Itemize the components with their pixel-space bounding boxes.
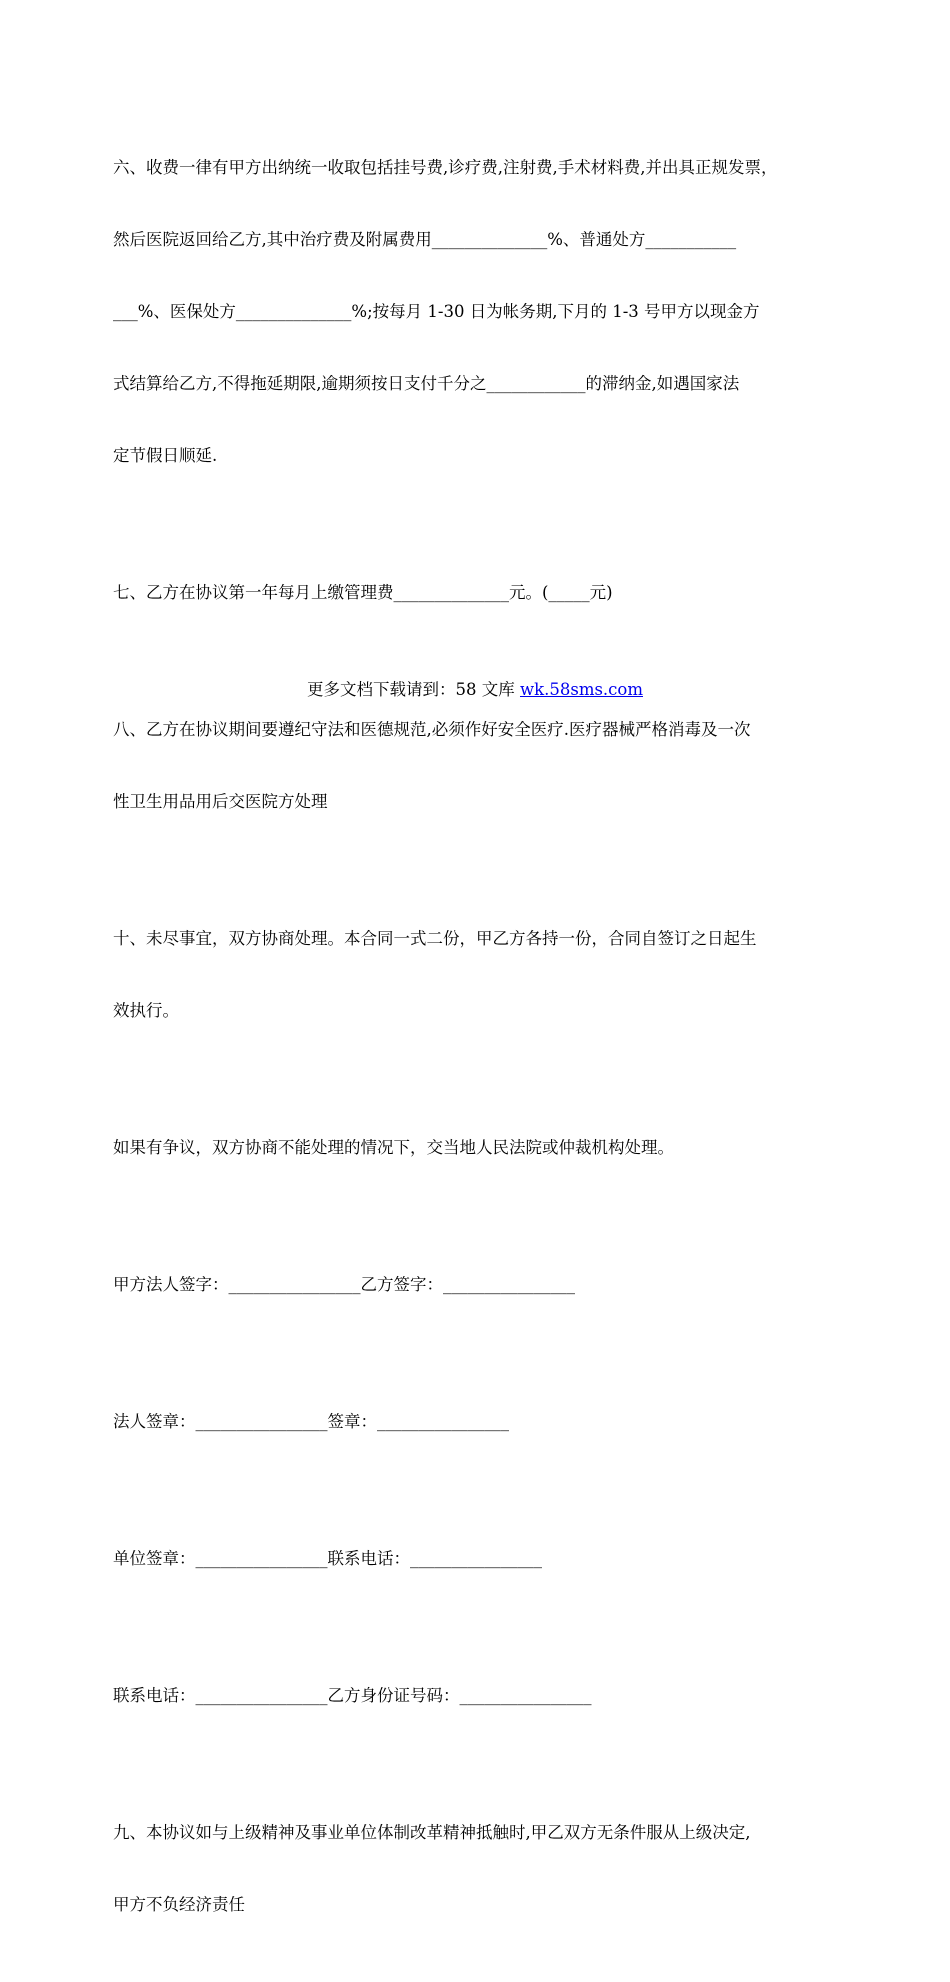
footer-text: 更多文档下载请到：58 文库 — [306, 680, 520, 699]
paragraph-line: ___%、医保处方______________%;按每月 1-30 日为帐务期,下月的 1-3 号甲方以现金方 — [113, 302, 760, 321]
paragraph-line: 联系电话：________________乙方身份证号码：________________ — [113, 1686, 592, 1705]
paragraph-line: 九、本协议如与上级精神及事业单位体制改革精神抵触时,甲乙双方无条件服从上级决定, — [113, 1823, 751, 1842]
signature-line-1 — [113, 1225, 853, 1345]
footer — [0, 678, 950, 702]
paragraph-line: 甲方不负经济责任 — [113, 1895, 245, 1914]
paragraph-line: 式结算给乙方,不得拖延期限,逾期须按日支付千分之____________的滞纳金,如遇国家法 — [113, 374, 740, 393]
clause-10-paragraph — [113, 879, 853, 1071]
paragraph-line: 然后医院返回给乙方,其中治疗费及附属费用______________%、普通处方___________ — [113, 230, 737, 249]
document-body — [113, 108, 853, 1982]
paragraph-line: 性卫生用品用后交医院方处理 — [113, 792, 328, 811]
clause-7-paragraph — [113, 533, 853, 653]
clause-9-paragraph — [113, 1773, 853, 1965]
dispute-paragraph — [113, 1088, 853, 1208]
paragraph-line: 十、未尽事宜，双方协商处理。本合同一式二份，甲乙方各持一份，合同自签订之日起生 — [113, 929, 757, 948]
paragraph-line: 法人签章：________________签章：________________ — [113, 1412, 509, 1431]
paragraph-line: 如果有争议，双方协商不能处理的情况下，交当地人民法院或仲裁机构处理。 — [113, 1138, 674, 1157]
footer-link[interactable]: wk.58sms.com — [519, 680, 643, 699]
signature-line-2 — [113, 1362, 853, 1482]
clause-6-paragraph — [113, 108, 853, 516]
paragraph-line: 八、乙方在协议期间要遵纪守法和医德规范,必须作好安全医疗.医疗器械严格消毒及一次 — [113, 720, 751, 739]
paragraph-line: 定节假日顺延. — [113, 446, 218, 465]
signature-line-4 — [113, 1636, 853, 1756]
paragraph-line: 六、收费一律有甲方出纳统一收取包括挂号费,诊疗费,注射费,手术材料费,并出具正规发票， — [113, 158, 778, 177]
paragraph-line: 甲方法人签字：________________乙方签字：________________ — [113, 1275, 575, 1294]
signature-line-3 — [113, 1499, 853, 1619]
paragraph-line: 七、乙方在协议第一年每月上缴管理费______________元。(_____元) — [113, 583, 613, 602]
paragraph-line: 效执行。 — [113, 1001, 179, 1020]
paragraph-line: 单位签章：________________联系电话：________________ — [113, 1549, 542, 1568]
